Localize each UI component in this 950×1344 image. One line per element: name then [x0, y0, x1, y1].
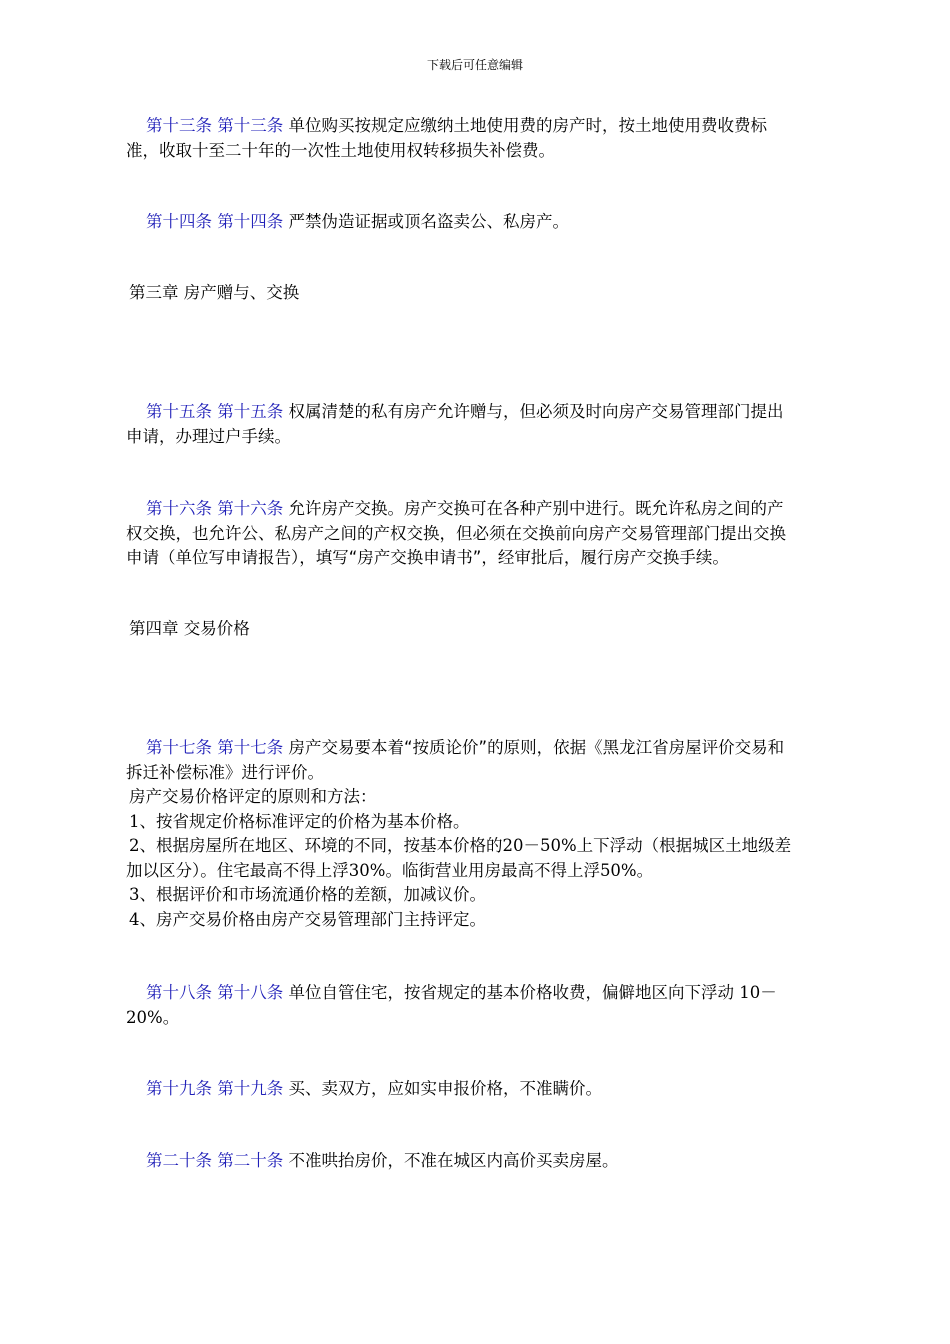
list-text: 、根据评价和市场流通价格的差额，加减议价。 [139, 885, 486, 904]
article-text: 房产交易价格评定的原则和方法： [129, 787, 377, 806]
article-text: 允许房产交换。房产交换可在各种产别中进行。既允许私房之间的产 [288, 499, 784, 518]
percent-value: 50% [599, 860, 637, 880]
article-number: 第十四条 [146, 212, 212, 231]
list-item [126, 810, 831, 835]
article-15 [126, 400, 831, 449]
article-text: 准，收取十至二十年的一次性土地使用权转移损失补偿费。 [126, 140, 555, 160]
list-number: 3 [129, 885, 140, 904]
article-text: 申请（单位写申请报告），填写“房产交换申请书”，经审批后，履行房产交换手续。 [126, 548, 729, 567]
article-number: 第十五条 [146, 402, 212, 421]
list-item [126, 883, 831, 908]
list-text: 、按省规定价格标准评定的价格为基本价格。 [139, 811, 470, 831]
article-text: 。 [162, 1007, 180, 1027]
list-item [126, 834, 831, 859]
article-number: 第二十条 [146, 1151, 212, 1170]
page-header: 下载后可任意编辑 [426, 58, 523, 72]
article-text: 严禁伪造证据或顶名盗卖公、私房产。 [288, 212, 569, 231]
chapter-4-title: 第四章 交易价格 [129, 619, 250, 638]
article-text: 权交换，也允许公、私房产之间的产权交换，但必须在交换前向房产交易管理部门提出交换 [126, 523, 786, 543]
chapter-3-title: 第三章 房产赠与、交换 [129, 283, 300, 302]
percent-value: 30% [348, 860, 386, 880]
article-20 [126, 1149, 831, 1174]
article-14 [126, 210, 831, 235]
article-text: 拆迁补偿标准》进行评价。 [126, 762, 324, 782]
article-number: 第十九条 [146, 1079, 212, 1098]
price-range: 20－50% [502, 836, 577, 855]
article-16 [126, 497, 831, 571]
article-text: 房产交易要本着“按质论价”的原则，依据《黑龙江省房屋评价交易和 [288, 738, 785, 757]
article-text: 单位购买按规定应缴纳土地使用费的房产时，按土地使用费收费标 [288, 116, 767, 135]
article-number: 第十八条 [217, 983, 284, 1002]
list-text: 、根据房屋所在地区、环境的不同，按基本价格的 [139, 836, 503, 855]
list-item [126, 908, 831, 933]
article-number: 第十四条 [217, 212, 284, 231]
percent-value: 20% [126, 1007, 163, 1027]
article-number: 第二十条 [217, 1151, 284, 1170]
article-number: 第十七条 [146, 738, 212, 757]
article-19 [126, 1077, 831, 1102]
list-text: 加以区分）。住宅最高不得上浮 [126, 860, 349, 880]
list-text: 。临街营业用房最高不得上浮 [385, 860, 600, 880]
article-text: 申请，办理过户手续。 [126, 426, 291, 446]
list-number: 1 [129, 811, 140, 831]
article-number: 第十五条 [217, 402, 284, 421]
article-number: 第十三条 [146, 116, 212, 135]
article-text: 单位自管住宅，按省规定的基本价格收费，偏僻地区向下浮动 [288, 983, 734, 1002]
list-item-continued [126, 859, 831, 884]
list-number: 4 [129, 909, 140, 929]
article-text: 买、卖双方，应如实申报价格，不准瞒价。 [288, 1079, 602, 1098]
article-17 [126, 736, 831, 932]
article-number: 第十八条 [146, 983, 212, 1002]
price-range: 10－ [739, 983, 777, 1002]
article-number: 第十九条 [217, 1079, 284, 1098]
list-number: 2 [129, 836, 140, 855]
article-number: 第十三条 [217, 116, 284, 135]
article-number: 第十六条 [217, 499, 284, 518]
article-number: 第十七条 [217, 738, 284, 757]
article-18 [126, 981, 831, 1030]
list-text: 。 [636, 860, 654, 880]
list-text: 上下浮动（根据城区土地级差 [576, 836, 792, 855]
article-number: 第十六条 [146, 499, 212, 518]
article-13 [126, 114, 831, 163]
article-text: 权属清楚的私有房产允许赠与，但必须及时向房产交易管理部门提出 [288, 402, 784, 421]
article-text: 不准哄抬房价，不准在城区内高价买卖房屋。 [288, 1151, 619, 1170]
list-text: 、房产交易价格由房产交易管理部门主持评定。 [139, 909, 486, 929]
